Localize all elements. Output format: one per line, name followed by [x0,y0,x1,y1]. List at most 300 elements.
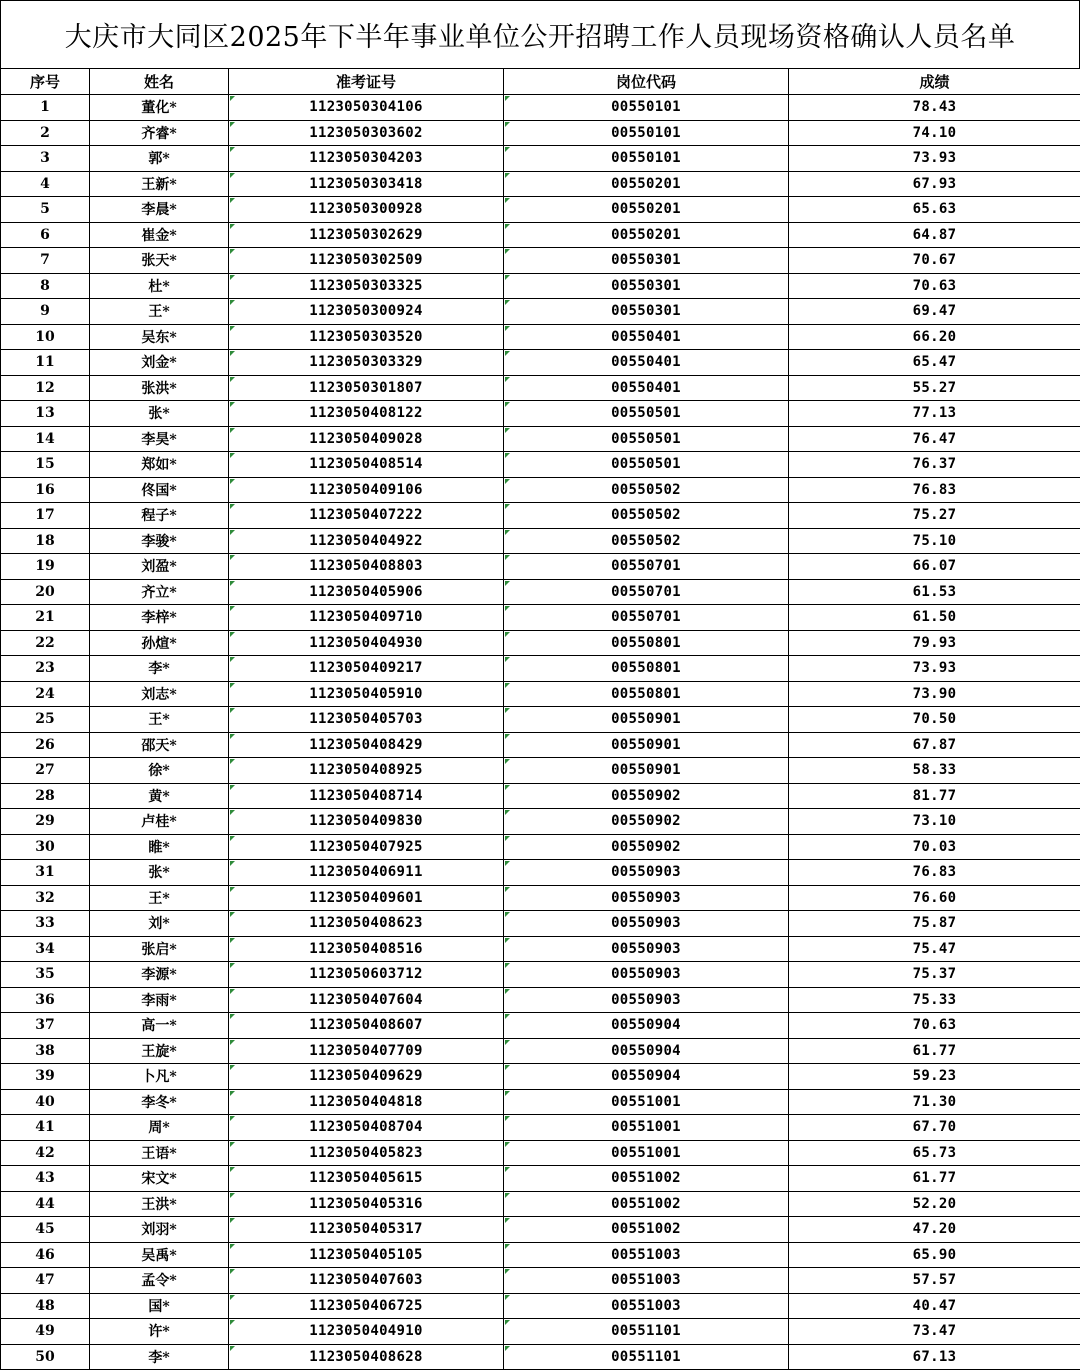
table-row [1,1268,1080,1294]
cell-score: 64.87 [789,222,1080,248]
cell-post-code: 00550801 [504,681,789,707]
cell-exam-id: 1123050404922 [229,528,504,554]
cell-score: 47.20 [789,1217,1080,1243]
cell-exam-id: 1123050303418 [229,171,504,197]
cell-post-code: 00550901 [504,758,789,784]
cell-score: 75.33 [789,987,1080,1013]
cell-seq: 32 [1,885,90,911]
cell-score: 76.83 [789,477,1080,503]
cell-exam-id: 1123050405823 [229,1140,504,1166]
cell-exam-id: 1123050407222 [229,503,504,529]
cell-exam-id: 1123050304203 [229,146,504,172]
header-seq: 序号 [1,69,90,95]
cell-name: 李晨* [90,197,229,223]
table-row [1,528,1080,554]
cell-name: 王语* [90,1140,229,1166]
cell-seq: 31 [1,860,90,886]
table-row [1,273,1080,299]
cell-post-code: 00550401 [504,375,789,401]
table-row [1,1344,1080,1370]
cell-exam-id: 1123050405910 [229,681,504,707]
cell-score: 55.27 [789,375,1080,401]
table-row [1,146,1080,172]
cell-seq: 29 [1,809,90,835]
cell-score: 75.47 [789,936,1080,962]
cell-score: 78.43 [789,95,1080,121]
cell-exam-id: 1123050409028 [229,426,504,452]
cell-exam-id: 1123050302509 [229,248,504,274]
cell-post-code: 00551101 [504,1344,789,1370]
cell-exam-id: 1123050304106 [229,95,504,121]
cell-seq: 25 [1,707,90,733]
table-row [1,1319,1080,1345]
page-title: 大庆市大同区2025年下半年事业单位公开招聘工作人员现场资格确认人员名单 [0,0,1080,68]
cell-name: 卢桂* [90,809,229,835]
table-row [1,1038,1080,1064]
cell-name: 张* [90,401,229,427]
table-row [1,1217,1080,1243]
cell-post-code: 00550904 [504,1064,789,1090]
cell-name: 郑如* [90,452,229,478]
cell-seq: 9 [1,299,90,325]
cell-seq: 43 [1,1166,90,1192]
cell-seq: 36 [1,987,90,1013]
table-row [1,758,1080,784]
cell-post-code: 00550501 [504,452,789,478]
cell-exam-id: 1123050406725 [229,1293,504,1319]
cell-name: 王旋* [90,1038,229,1064]
cell-post-code: 00551001 [504,1140,789,1166]
cell-name: 齐立* [90,579,229,605]
cell-post-code: 00550201 [504,171,789,197]
cell-name: 董化* [90,95,229,121]
cell-seq: 37 [1,1013,90,1039]
cell-score: 69.47 [789,299,1080,325]
table-row [1,324,1080,350]
cell-post-code: 00550701 [504,605,789,631]
cell-score: 73.93 [789,146,1080,172]
cell-seq: 46 [1,1242,90,1268]
table-row [1,681,1080,707]
cell-exam-id: 1123050303325 [229,273,504,299]
table-row [1,375,1080,401]
table-body [1,95,1080,1370]
cell-seq: 33 [1,911,90,937]
cell-exam-id: 1123050407603 [229,1268,504,1294]
table-header-row [1,69,1080,95]
cell-score: 76.37 [789,452,1080,478]
cell-name: 佟国* [90,477,229,503]
cell-score: 61.77 [789,1038,1080,1064]
cell-post-code: 00550903 [504,911,789,937]
cell-seq: 8 [1,273,90,299]
cell-name: 刘羽* [90,1217,229,1243]
cell-post-code: 00550903 [504,885,789,911]
table-row [1,987,1080,1013]
cell-score: 71.30 [789,1089,1080,1115]
cell-exam-id: 1123050408803 [229,554,504,580]
cell-seq: 41 [1,1115,90,1141]
table-row [1,452,1080,478]
cell-post-code: 00550502 [504,477,789,503]
cell-seq: 11 [1,350,90,376]
cell-seq: 30 [1,834,90,860]
cell-name: 杜* [90,273,229,299]
cell-exam-id: 1123050303329 [229,350,504,376]
cell-exam-id: 1123050408704 [229,1115,504,1141]
cell-exam-id: 1123050409629 [229,1064,504,1090]
cell-name: 李冬* [90,1089,229,1115]
cell-seq: 26 [1,732,90,758]
table-row [1,605,1080,631]
cell-post-code: 00550903 [504,860,789,886]
cell-seq: 23 [1,656,90,682]
table-row [1,554,1080,580]
cell-exam-id: 1123050409710 [229,605,504,631]
cell-post-code: 00550903 [504,987,789,1013]
table-row [1,197,1080,223]
table-row [1,630,1080,656]
cell-seq: 27 [1,758,90,784]
table-row [1,783,1080,809]
cell-score: 75.87 [789,911,1080,937]
cell-name: 李* [90,1344,229,1370]
cell-post-code: 00551003 [504,1242,789,1268]
cell-name: 郭* [90,146,229,172]
cell-name: 李* [90,656,229,682]
table-row [1,299,1080,325]
cell-name: 周* [90,1115,229,1141]
cell-exam-id: 1123050404910 [229,1319,504,1345]
table-row [1,477,1080,503]
cell-seq: 45 [1,1217,90,1243]
cell-name: 睢* [90,834,229,860]
table-row [1,911,1080,937]
cell-seq: 39 [1,1064,90,1090]
cell-seq: 6 [1,222,90,248]
cell-seq: 49 [1,1319,90,1345]
table-row [1,936,1080,962]
cell-exam-id: 1123050301807 [229,375,504,401]
cell-post-code: 00550301 [504,299,789,325]
cell-score: 40.47 [789,1293,1080,1319]
cell-score: 61.77 [789,1166,1080,1192]
cell-name: 邵天* [90,732,229,758]
cell-post-code: 00550201 [504,197,789,223]
cell-post-code: 00550401 [504,350,789,376]
cell-exam-id: 1123050405615 [229,1166,504,1192]
table-row [1,1089,1080,1115]
cell-post-code: 00551003 [504,1293,789,1319]
cell-post-code: 00550301 [504,248,789,274]
cell-name: 王洪* [90,1191,229,1217]
table-row [1,1166,1080,1192]
cell-seq: 50 [1,1344,90,1370]
table-row [1,222,1080,248]
header-post-code: 岗位代码 [504,69,789,95]
cell-seq: 15 [1,452,90,478]
table-row [1,962,1080,988]
cell-seq: 14 [1,426,90,452]
cell-score: 67.87 [789,732,1080,758]
cell-name: 李雨* [90,987,229,1013]
cell-seq: 44 [1,1191,90,1217]
cell-name: 刘盈* [90,554,229,580]
cell-name: 李昊* [90,426,229,452]
cell-name: 宋文* [90,1166,229,1192]
cell-score: 70.50 [789,707,1080,733]
table-row [1,1242,1080,1268]
table-row [1,656,1080,682]
cell-score: 61.50 [789,605,1080,631]
cell-score: 75.27 [789,503,1080,529]
cell-seq: 2 [1,120,90,146]
header-score: 成绩 [789,69,1080,95]
cell-score: 76.60 [789,885,1080,911]
cell-exam-id: 1123050405105 [229,1242,504,1268]
cell-name: 王* [90,707,229,733]
table-row [1,1115,1080,1141]
cell-post-code: 00550901 [504,707,789,733]
cell-seq: 21 [1,605,90,631]
cell-seq: 1 [1,95,90,121]
table-row [1,809,1080,835]
cell-score: 73.93 [789,656,1080,682]
cell-exam-id: 1123050405317 [229,1217,504,1243]
table-row [1,426,1080,452]
cell-seq: 10 [1,324,90,350]
cell-score: 61.53 [789,579,1080,605]
cell-exam-id: 1123050300924 [229,299,504,325]
cell-seq: 28 [1,783,90,809]
cell-seq: 47 [1,1268,90,1294]
cell-exam-id: 1123050408623 [229,911,504,937]
table-row [1,1293,1080,1319]
cell-seq: 17 [1,503,90,529]
cell-exam-id: 1123050303520 [229,324,504,350]
header-name: 姓名 [90,69,229,95]
cell-exam-id: 1123050300928 [229,197,504,223]
cell-seq: 19 [1,554,90,580]
cell-post-code: 00550401 [504,324,789,350]
cell-name: 刘志* [90,681,229,707]
cell-seq: 22 [1,630,90,656]
cell-exam-id: 1123050405703 [229,707,504,733]
cell-score: 65.47 [789,350,1080,376]
cell-score: 75.37 [789,962,1080,988]
cell-score: 65.63 [789,197,1080,223]
cell-exam-id: 1123050407925 [229,834,504,860]
cell-score: 70.03 [789,834,1080,860]
cell-name: 徐* [90,758,229,784]
cell-exam-id: 1123050303602 [229,120,504,146]
cell-score: 73.90 [789,681,1080,707]
cell-name: 张天* [90,248,229,274]
cell-post-code: 00551101 [504,1319,789,1345]
cell-score: 70.63 [789,1013,1080,1039]
cell-seq: 13 [1,401,90,427]
cell-post-code: 00550903 [504,962,789,988]
cell-name: 张洪* [90,375,229,401]
cell-post-code: 00550701 [504,554,789,580]
cell-name: 孟令* [90,1268,229,1294]
cell-name: 李梓* [90,605,229,631]
cell-exam-id: 1123050408429 [229,732,504,758]
cell-name: 高一* [90,1013,229,1039]
table-row [1,707,1080,733]
cell-exam-id: 1123050407709 [229,1038,504,1064]
cell-post-code: 00550904 [504,1013,789,1039]
cell-post-code: 00550902 [504,834,789,860]
cell-score: 57.57 [789,1268,1080,1294]
cell-name: 张启* [90,936,229,962]
cell-name: 刘金* [90,350,229,376]
cell-seq: 3 [1,146,90,172]
table-row [1,1191,1080,1217]
cell-name: 国* [90,1293,229,1319]
header-exam-id: 准考证号 [229,69,504,95]
cell-exam-id: 1123050404818 [229,1089,504,1115]
cell-post-code: 00550501 [504,401,789,427]
cell-post-code: 00550201 [504,222,789,248]
cell-exam-id: 1123050409106 [229,477,504,503]
cell-exam-id: 1123050409601 [229,885,504,911]
cell-seq: 24 [1,681,90,707]
cell-exam-id: 1123050408925 [229,758,504,784]
cell-post-code: 00550502 [504,503,789,529]
cell-name: 齐睿* [90,120,229,146]
cell-seq: 34 [1,936,90,962]
cell-name: 吴禹* [90,1242,229,1268]
cell-seq: 38 [1,1038,90,1064]
cell-post-code: 00550903 [504,936,789,962]
cell-name: 崔金* [90,222,229,248]
cell-post-code: 00550701 [504,579,789,605]
table-row [1,503,1080,529]
cell-score: 73.10 [789,809,1080,835]
cell-seq: 35 [1,962,90,988]
cell-score: 66.07 [789,554,1080,580]
cell-post-code: 00550904 [504,1038,789,1064]
cell-score: 67.13 [789,1344,1080,1370]
cell-name: 程子* [90,503,229,529]
cell-exam-id: 1123050408607 [229,1013,504,1039]
table-row [1,860,1080,886]
cell-seq: 18 [1,528,90,554]
cell-post-code: 00550101 [504,120,789,146]
cell-post-code: 00550801 [504,630,789,656]
cell-score: 52.20 [789,1191,1080,1217]
cell-exam-id: 1123050408514 [229,452,504,478]
cell-seq: 12 [1,375,90,401]
table-row [1,95,1080,121]
cell-score: 70.63 [789,273,1080,299]
cell-seq: 20 [1,579,90,605]
table-row [1,885,1080,911]
cell-name: 孙煊* [90,630,229,656]
cell-score: 79.93 [789,630,1080,656]
table-row [1,171,1080,197]
cell-post-code: 00550902 [504,809,789,835]
cell-score: 74.10 [789,120,1080,146]
cell-post-code: 00551003 [504,1268,789,1294]
cell-exam-id: 1123050408122 [229,401,504,427]
cell-score: 76.83 [789,860,1080,886]
cell-score: 59.23 [789,1064,1080,1090]
table-row [1,1064,1080,1090]
cell-name: 吴东* [90,324,229,350]
cell-name: 李骏* [90,528,229,554]
cell-score: 65.73 [789,1140,1080,1166]
cell-post-code: 00550101 [504,95,789,121]
table-row [1,732,1080,758]
cell-post-code: 00550901 [504,732,789,758]
cell-score: 70.67 [789,248,1080,274]
cell-score: 58.33 [789,758,1080,784]
cell-post-code: 00550902 [504,783,789,809]
table-row [1,579,1080,605]
table-row [1,350,1080,376]
cell-seq: 7 [1,248,90,274]
cell-post-code: 00550502 [504,528,789,554]
table-row [1,834,1080,860]
cell-seq: 16 [1,477,90,503]
cell-seq: 48 [1,1293,90,1319]
cell-exam-id: 1123050405316 [229,1191,504,1217]
cell-seq: 42 [1,1140,90,1166]
cell-score: 73.47 [789,1319,1080,1345]
cell-name: 李源* [90,962,229,988]
cell-name: 卜凡* [90,1064,229,1090]
cell-score: 66.20 [789,324,1080,350]
cell-exam-id: 1123050408628 [229,1344,504,1370]
cell-name: 刘* [90,911,229,937]
cell-score: 67.93 [789,171,1080,197]
cell-score: 75.10 [789,528,1080,554]
cell-seq: 5 [1,197,90,223]
cell-name: 许* [90,1319,229,1345]
cell-exam-id: 1123050409217 [229,656,504,682]
cell-exam-id: 1123050409830 [229,809,504,835]
cell-post-code: 00551002 [504,1166,789,1192]
cell-exam-id: 1123050408516 [229,936,504,962]
cell-score: 77.13 [789,401,1080,427]
cell-seq: 40 [1,1089,90,1115]
cell-post-code: 00550501 [504,426,789,452]
cell-exam-id: 1123050302629 [229,222,504,248]
cell-score: 67.70 [789,1115,1080,1141]
table-row [1,120,1080,146]
cell-name: 黄* [90,783,229,809]
cell-post-code: 00550801 [504,656,789,682]
cell-exam-id: 1123050405906 [229,579,504,605]
cell-post-code: 00551002 [504,1191,789,1217]
cell-exam-id: 1123050408714 [229,783,504,809]
cell-post-code: 00551001 [504,1115,789,1141]
cell-exam-id: 1123050603712 [229,962,504,988]
cell-score: 76.47 [789,426,1080,452]
cell-post-code: 00550101 [504,146,789,172]
cell-post-code: 00550301 [504,273,789,299]
cell-exam-id: 1123050407604 [229,987,504,1013]
table-row [1,248,1080,274]
cell-name: 张* [90,860,229,886]
table-row [1,401,1080,427]
candidate-table [0,68,1080,1370]
table-row [1,1140,1080,1166]
cell-score: 65.90 [789,1242,1080,1268]
cell-exam-id: 1123050404930 [229,630,504,656]
